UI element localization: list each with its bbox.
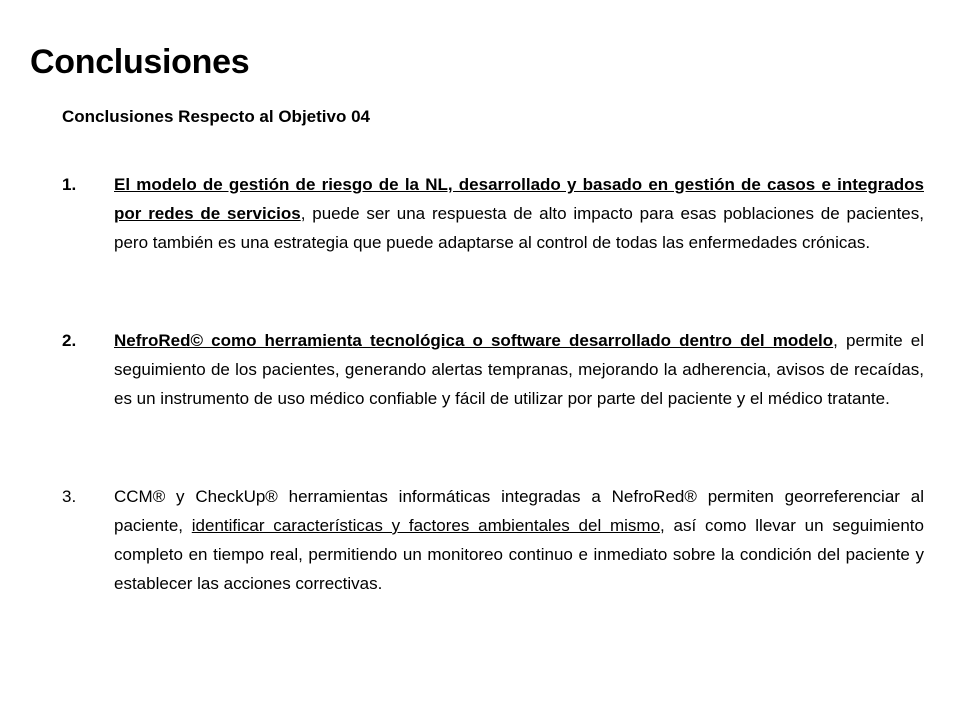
item-body: , puede ser una respuesta de alto impacto para esas poblaciones de pacientes, pero también es una estrategia que puede adaptarse al control de todas las enfermedades crónicas. [114,204,924,252]
item-emphasis: identificar características y factores ambientales del mismo [191,516,661,535]
item-text [114,170,924,257]
conclusion-item-1 [62,170,924,257]
section-subtitle: Conclusiones Respecto al Objetivo 04 [62,107,370,126]
item-body: , así como llevar un seguimiento completo en tiempo real, permitiendo un monitoreo continuo e inmediato sobre la condición del paciente y establecer las acciones correctivas. [114,516,924,593]
item-body: , permite el seguimiento de los pacientes, generando alertas tempranas, mejorando la adherencia, avisos de recaídas, es un instrumento de uso médico confiable y fácil de utilizar por parte del paciente y el médico tratante. [114,331,924,408]
item-number: 1. [62,175,77,194]
conclusion-item-2 [62,326,924,413]
item-emphasis: El modelo de gestión de riesgo de la NL, desarrollado y basado en gestión de casos e integrados por redes de servicios [114,175,924,223]
item-emphasis: NefroRed© como herramienta tecnológica o software desarrollado dentro del modelo [114,331,834,350]
item-text [114,482,924,598]
item-intro: CCM® y CheckUp® herramientas informáticas integradas a NefroRed® permiten georreferenciar al paciente, [114,487,924,535]
item-number: 2. [62,331,77,350]
item-number: 3. [62,487,77,506]
item-text [114,326,924,413]
conclusion-item-3 [62,482,924,598]
page-title: Conclusiones [30,43,250,81]
